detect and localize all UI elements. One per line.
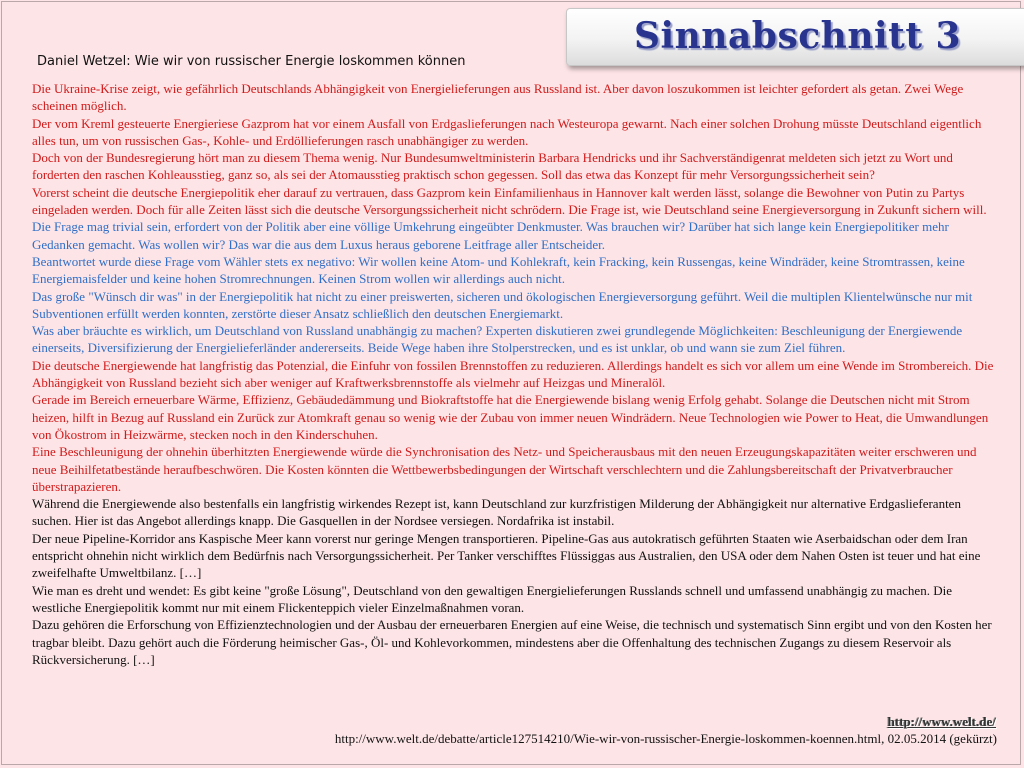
paragraph-3: Doch von der Bundesregierung hört man zu diesem Thema wenig. Nur Bundesumweltministerin Barbara Hendricks und ihr Sachverständigenrat meldeten sich jetzt zu Wort und forderten den raschen Kohleausstieg, ganz so, als sei der Atomausstieg praktisch schon gegessen. Soll das etwa das Konzept für mehr Versorgungssicherheit sein? — [32, 150, 953, 183]
source-citation: http://www.welt.de/debatte/article127514210/Wie-wir-von-russischer-Energie-loskommen-koennen.html, 02.05.2014 (gekürzt) — [334, 731, 997, 746]
paragraph-13: Der neue Pipeline-Korridor ans Kaspische Meer kann vorerst nur geringe Mengen transportieren. Pipeline-Gas aus autokratisch geführten Staaten wie Aserbaidschan oder dem Iran entspricht ohnehin nicht wirklich dem Bedürfnis nach Versorgungssicherheit. Per Tanker verschifftes Flüssiggas aus Australien, den USA oder dem Nahen Osten ist teuer und hat eine zweifelhafte Umweltbilanz. […] — [32, 530, 981, 581]
paragraph-1: Die Ukraine-Krise zeigt, wie gefährlich Deutschlands Abhängigkeit von Energielieferungen aus Russland ist. Aber davon loszukommen ist leichter gefordert als getan. Zwei Wege scheinen möglich. — [32, 81, 964, 114]
paragraph-9: Die deutsche Energiewende hat langfristig das Potenzial, die Einfuhr von fossilen Brennstoffen zu reduzieren. Allerdings handelt es sich vor allem um eine Wende im Strombereich. Die Abhängigkeit von Russland bezieht sich aber weniger auf Kraftwerksbrennstoffe als vielmehr auf Heizgas und Mineralöl. — [32, 357, 994, 391]
article-subtitle: Daniel Wetzel: Wie wir von russischer Energie loskommen können — [37, 54, 466, 69]
paragraph-12: Während die Energiewende also bestenfalls ein langfristig wirkendes Rezept ist, kann Deutschland zur kurzfristigen Milderung der Abhängigkeit nur alternative Erdgaslieferanten suchen. Hier ist das Angebot allerdings knapp. Die Gasquellen in der Nordsee versiegen. Nordafrika ist instabil. — [32, 496, 961, 529]
paragraph-2: Der vom Kreml gesteuerte Energieriese Gazprom hat vor einem Ausfall von Erdgaslieferungen nach Westeuropa gewarnt. Nach einer solchen Drohung müsste Deutschland eigentlich alles tun, um von russischen Gas-, Kohle- und Erdöllieferungen rasch unabhängiger zu werden. — [32, 115, 982, 148]
paragraph-7: Das große "Wünsch dir was" in der Energiepolitik hat nicht zu einer preiswerten, sicheren und ökologischen Energieversorgung geführt. Weil die multiplen Klientelwünsche nur mit Subventionen erfüllt werden konnten, zerstörte dieser Ansatz schließlich den deutschen Energiemarkt. — [32, 288, 973, 321]
paragraph-14: Wie man es dreht und wendet: Es gibt keine "große Lösung", Deutschland von den gewaltigen Energielieferungen Russlands schnell und umfassend unabhängig zu machen. Die westliche Energiepolitik kommt nur mit einem Flickenteppich vieler Einzelmaßnahmen voran. — [32, 582, 952, 615]
paragraph-11: Eine Beschleunigung der ohnehin überhitzten Energiewende würde die Synchronisation des Netz- und Speicherausbaus mit den neuen Erzeugungskapazitäten weiter erschweren und neue Beihilfetatbestände heraufbeschwören. Die Kosten könnten die Wettbewerbsbedingungen der Wirtschaft verschlechtern und die Zahlungsbereitschaft der Privatverbraucher überstrapazieren. — [32, 444, 977, 494]
paragraph-5: Die Frage mag trivial sein, erfordert von der Politik aber eine völlige Umkehrung eingeübter Denkmuster. Was brauchen wir? Darüber hat sich lange kein Energiepolitiker mehr Gedanken gemacht. Was wollen wir? Das war die aus dem Luxus heraus geborene Leitfrage aller Entscheider. — [32, 219, 949, 252]
welt-link[interactable]: http://www.welt.de/ — [887, 714, 996, 729]
paragraph-4: Vorerst scheint die deutsche Energiepolitik eher darauf zu vertrauen, dass Gazprom kein Einfamilienhaus in Hannover kalt werden lässt, solange die Bewohner von Putin zu Partys eingeladen werden. Doch für alle Zeiten lässt sich die deutsche Versorgungssicherheit nicht schrödern. Die Frage ist, wie Deutschland seine Energieversorgung in Zukunft sichern will. — [32, 184, 987, 218]
slide-title: Sinnabschnitt 3 — [633, 15, 962, 57]
paragraph-8: Was aber bräuchte es wirklich, um Deutschland von Russland unabhängig zu machen? Experten diskutieren zwei grundlegende Möglichkeiten: Beschleunigung der Energiewende einerseits, Diversifizierung der Energielieferländer andererseits. Beide Wege haben ihre Stolperstrecken, und es ist unklar, ob und wann sie zum Ziel führen. — [32, 323, 963, 356]
article-body — [32, 80, 996, 668]
paragraph-15: Dazu gehören die Erforschung von Effizienztechnologien und der Ausbau der erneuerbaren Energien auf eine Weise, die technisch und systematisch Sinn ergibt und von den Kosten her tragbar bleibt. Dazu gehört auch die Förderung heimischer Gas-, Öl- und Kohlevorkommen, mindestens aber die Offenhaltung des technischen Zugangs zu diesem Reservoir als Rückversicherung. […] — [32, 617, 992, 667]
paragraph-10: Gerade im Bereich erneuerbare Wärme, Effizienz, Gebäudedämmung und Biokraftstoffe hat die Energiewende bislang wenig Erfolg gehabt. Solange die Deutschen nicht mit Strom heizen, hilft in Bezug auf Russland ein Zurück zur Atomkraft genau so wenig wie der Zubau von immer neuen Windrädern. Neue Technologien wie Power to Heat, die Umwandlungen von Ökostrom in Heizwärme, stecken noch in den Kinderschuhen. — [32, 392, 989, 442]
title-box — [566, 8, 1024, 66]
paragraph-6: Beantwortet wurde diese Frage vom Wähler stets ex negativo: Wir wollen keine Atom- und Kohlekraft, kein Fracking, kein Russengas, keine Windräder, keine Stromtrassen, keine Energiemaisfelder und keine hohen Stromrechnungen. Keinen Strom wollen wir allerdings auch nicht. — [32, 253, 965, 287]
